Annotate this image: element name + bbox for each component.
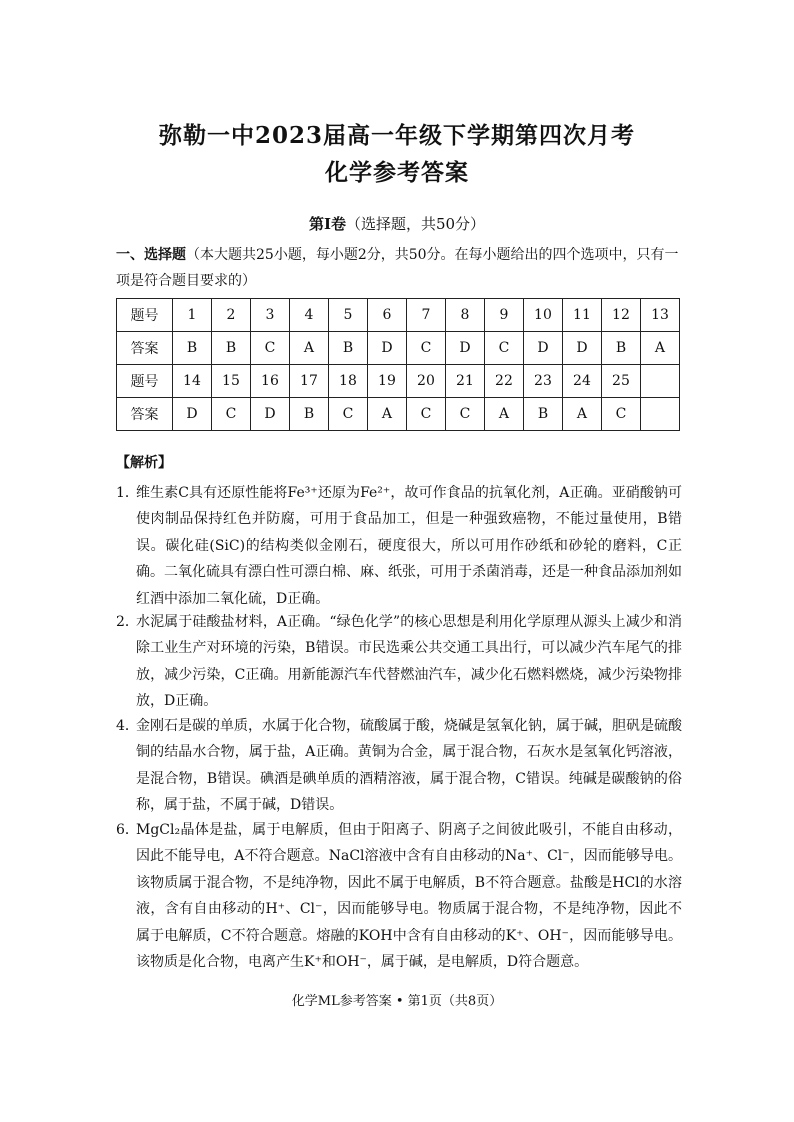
table-cell: 3 (250, 299, 289, 332)
table-cell: C (211, 398, 250, 431)
table-cell: D (250, 398, 289, 431)
analysis-heading: 【解析】 (116, 455, 172, 471)
table-cell: 2 (211, 299, 250, 332)
item-number: 2． (116, 614, 139, 630)
table-cell: 题号 (117, 299, 173, 332)
table-cell: 6 (367, 299, 406, 332)
table-row (117, 332, 680, 365)
table-cell: 15 (211, 365, 250, 398)
table-cell: C (250, 332, 289, 365)
table-cell: 12 (601, 299, 640, 332)
table-cell: 14 (172, 365, 211, 398)
table-cell: A (484, 398, 523, 431)
table-cell: 23 (523, 365, 562, 398)
table-cell (640, 365, 679, 398)
table-cell: A (640, 332, 679, 365)
table-cell: 题号 (117, 365, 173, 398)
table-row (117, 299, 680, 332)
table-cell (640, 398, 679, 431)
table-cell: 17 (289, 365, 328, 398)
analysis-item (116, 713, 682, 819)
table-cell: 答案 (117, 332, 173, 365)
table-cell: 24 (562, 365, 601, 398)
table-cell: 25 (601, 365, 640, 398)
table-cell: C (601, 398, 640, 431)
document-title: 弥勒一中2023届高一年级下学期第四次月考 (158, 122, 635, 149)
item-text: 金刚石是碳的单质，水属于化合物，硫酸属于酸，烧碱是氢氧化钠，属于碱，胆矾是硫酸铜的结晶水合物，属于盐，A正确。黄铜为合金，属于混合物，石灰水是氢氧化钙溶液，是混合物，B错误。碘酒是碘单质的酒精溶液，属于混合物，C错误。纯碱是碳酸钠的俗称，属于盐，不属于碱，D错误。 (136, 718, 682, 814)
table-cell: 20 (406, 365, 445, 398)
table-cell: B (211, 332, 250, 365)
analysis-item (116, 817, 682, 975)
table-cell: A (562, 398, 601, 431)
intro-head: 一、选择题 (116, 247, 186, 263)
table-cell: 1 (172, 299, 211, 332)
table-cell: 7 (406, 299, 445, 332)
table-cell: D (445, 332, 484, 365)
table-cell: D (172, 398, 211, 431)
table-cell: 13 (640, 299, 679, 332)
analysis-item (116, 480, 682, 612)
table-cell: 10 (523, 299, 562, 332)
section-heading (0, 213, 794, 234)
table-cell: B (601, 332, 640, 365)
section-sub: （选择题，共50分） (345, 215, 486, 233)
table-cell: A (367, 398, 406, 431)
table-cell: C (445, 398, 484, 431)
table-cell: D (562, 332, 601, 365)
table-cell: 5 (328, 299, 367, 332)
table-cell: D (523, 332, 562, 365)
intro-text: （本大题共25小题，每小题2分，共50分。在每小题给出的四个选项中，只有一项是符合题目要求的） (116, 247, 679, 289)
table-cell: 21 (445, 365, 484, 398)
table-cell: C (484, 332, 523, 365)
table-cell: 11 (562, 299, 601, 332)
table-row (117, 398, 680, 431)
table-cell: 答案 (117, 398, 173, 431)
table-cell: 22 (484, 365, 523, 398)
table-cell: C (406, 398, 445, 431)
table-cell: C (328, 398, 367, 431)
table-cell: B (523, 398, 562, 431)
table-cell: 18 (328, 365, 367, 398)
document-subtitle: 化学参考答案 (325, 159, 469, 186)
table-cell: C (406, 332, 445, 365)
page-footer: 化学ML参考答案 • 第1页（共8页） (291, 994, 503, 1009)
item-text: 水泥属于硅酸盐材料，A正确。“绿色化学”的核心思想是利用化学原理从源头上减少和消除工业生产对环境的污染，B错误。市民选乘公共交通工具出行，可以减少汽车尾气的排放，减少污染，C正确。用新能源汽车代替燃油汽车，减少化石燃料燃烧，减少污染物排放，D正确。 (136, 614, 682, 710)
table-cell: 16 (250, 365, 289, 398)
item-number: 1． (116, 485, 139, 501)
analysis-item (116, 609, 682, 715)
item-number: 4． (116, 718, 139, 734)
question-intro (116, 242, 682, 294)
table-cell: B (289, 398, 328, 431)
table-cell: 19 (367, 365, 406, 398)
answer-table (116, 298, 680, 431)
table-cell: A (289, 332, 328, 365)
table-row (117, 365, 680, 398)
table-cell: D (367, 332, 406, 365)
table-cell: B (172, 332, 211, 365)
table-cell: B (328, 332, 367, 365)
table-cell: 4 (289, 299, 328, 332)
table-cell: 8 (445, 299, 484, 332)
item-number: 6． (116, 822, 139, 838)
section-label: 第Ⅰ卷 (308, 215, 346, 233)
item-text: 维生素C具有还原性能将Fe³⁺还原为Fe²⁺，故可作食品的抗氧化剂，A正确。亚硝酸钠可使肉制品保持红色并防腐，可用于食品加工，但是一种强致癌物，不能过量使用，B错误。碳化硅(SiC)的结构类似金刚石，硬度很大，所以可用作砂纸和砂轮的磨料，C正确。二氧化硫具有漂白性可漂白棉、麻、纸张，可用于杀菌消毒，还是一种食品添加剂如红酒中添加二氧化硫，D正确。 (136, 485, 682, 607)
table-cell: 9 (484, 299, 523, 332)
item-text: MgCl₂晶体是盐，属于电解质，但由于阳离子、阴离子之间彼此吸引，不能自由移动，因此不能导电，A不符合题意。NaCl溶液中含有自由移动的Na⁺、Cl⁻，因而能够导电。该物质属于混合物，不是纯净物，因此不属于电解质，B不符合题意。盐酸是HCl的水溶液，含有自由移动的H⁺、Cl⁻，因而能够导电。物质属于混合物，不是纯净物，因此不属于电解质，C不符合题意。熔融的KOH中含有自由移动的K⁺、OH⁻，因而能够导电。该物质是化合物，电离产生K⁺和OH⁻，属于碱，是电解质，D符合题意。 (136, 822, 682, 971)
